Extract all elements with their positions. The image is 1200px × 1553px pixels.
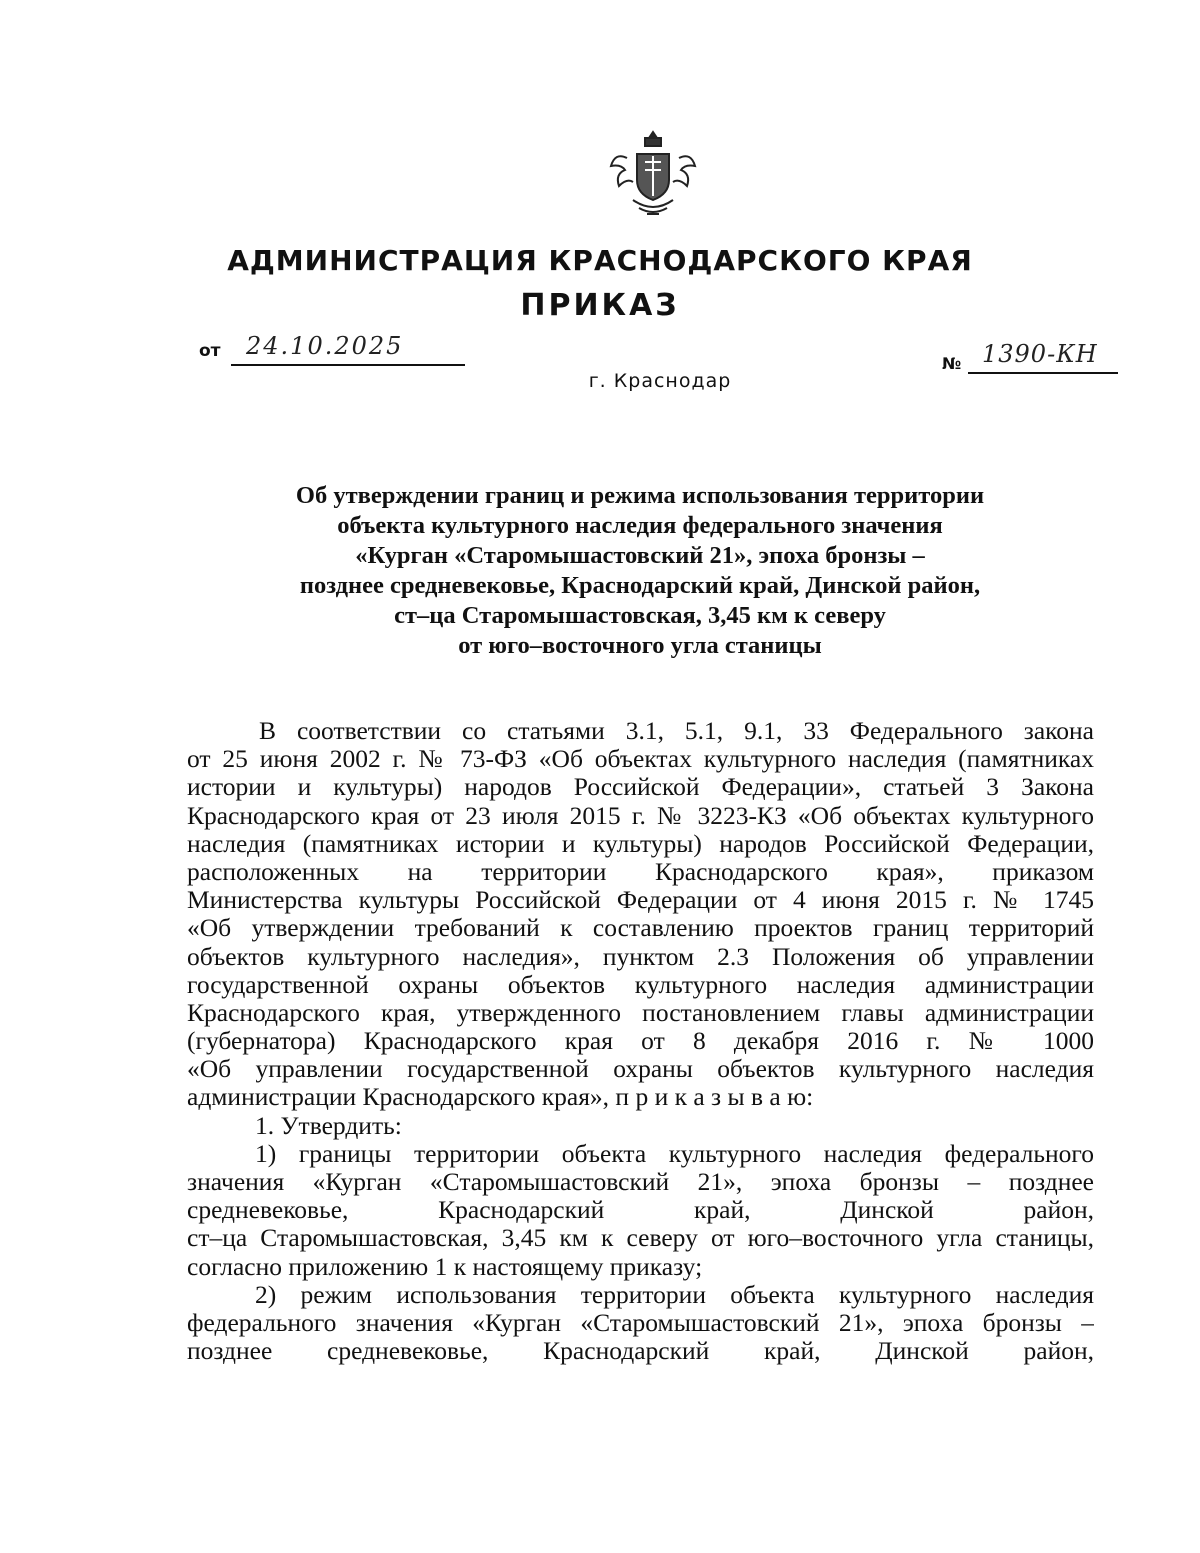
handwritten-date: 24.10.2025 bbox=[246, 332, 404, 360]
heading-line: объекта культурного наследия федерального значения bbox=[337, 512, 943, 539]
body-line: расположенных на территории Краснодарского края», приказом bbox=[187, 857, 1094, 886]
body-line: Министерства культуры Российской Федерации от 4 июня 2015 г. № 1745 bbox=[187, 886, 1094, 915]
body-line: государственной охраны объектов культурного наследия администрации bbox=[187, 970, 1094, 999]
document-heading bbox=[190, 481, 1090, 661]
number-label: № bbox=[942, 354, 962, 373]
body-line: Краснодарского края, утвержденного постановлением главы администрации bbox=[187, 998, 1094, 1027]
body-line: позднее средневековье, Краснодарский край, Динской район, bbox=[187, 1337, 1094, 1366]
body-line: согласно приложению 1 к настоящему приказу; bbox=[187, 1252, 703, 1281]
body-line: Краснодарского края от 23 июля 2015 г. № 3223-КЗ «Об объектах культурного bbox=[187, 801, 1094, 830]
body-line: от 25 июня 2002 г. № 73-ФЗ «Об объектах культурного наследия (памятниках bbox=[187, 745, 1094, 774]
city-label: г. Краснодар bbox=[588, 370, 732, 392]
heading-line: позднее средневековье, Краснодарский край, Динской район, bbox=[299, 572, 981, 599]
body-line: 1) границы территории объекта культурного наследия федерального bbox=[255, 1139, 1094, 1168]
document-body bbox=[187, 717, 1094, 1365]
body-line: 2) режим использования территории объекта культурного наследия bbox=[255, 1280, 1094, 1309]
body-line: администрации Краснодарского края», п р и к а з ы в а ю: bbox=[187, 1083, 814, 1112]
heading-line: «Курган «Старомышастовский 21», эпоха бронзы – bbox=[355, 542, 925, 569]
body-line: истории и культуры) народов Российской Федерации», статьей 3 Закона bbox=[187, 773, 1094, 802]
body-line: средневековье, Краснодарский край, Динской район, bbox=[187, 1196, 1094, 1225]
body-line: значения «Курган «Старомышастовский 21», эпоха бронзы – позднее bbox=[187, 1168, 1094, 1196]
coat-of-arms-icon bbox=[607, 128, 699, 220]
body-line: наследия (памятниках истории и культуры) народов Российской Федерации, bbox=[187, 829, 1094, 858]
date-label: от bbox=[199, 341, 221, 361]
body-line: (губернатора) Краснодарского края от 8 декабря 2016 г. № 1000 bbox=[187, 1027, 1094, 1056]
body-line: ст–ца Старомышастовская, 3,45 км к северу от юго–восточного угла станицы, bbox=[187, 1224, 1094, 1253]
body-line: федерального значения «Курган «Старомышастовский 21», эпоха бронзы – bbox=[187, 1308, 1094, 1337]
body-line: 1. Утвердить: bbox=[255, 1111, 402, 1140]
organization-title: АДМИНИСТРАЦИЯ КРАСНОДАРСКОГО КРАЯ bbox=[227, 244, 973, 277]
body-line: объектов культурного наследия», пунктом 2.3 Положения об управлении bbox=[187, 942, 1094, 971]
heading-line: от юго–восточного угла станицы bbox=[458, 632, 822, 659]
document-type: ПРИКАЗ bbox=[520, 288, 680, 323]
heading-line: Об утверждении границ и режима использования территории bbox=[295, 482, 985, 509]
body-line: В соответствии со статьями 3.1, 5.1, 9.1, 33 Федерального закона bbox=[259, 717, 1094, 745]
body-line: «Об утверждении требований к составлению проектов границ территорий bbox=[187, 914, 1094, 943]
handwritten-number: 1390-КН bbox=[982, 340, 1098, 368]
body-line: «Об управлении государственной охраны объектов культурного наследия bbox=[187, 1055, 1094, 1084]
heading-line: ст–ца Старомышастовская, 3,45 км к северу bbox=[394, 602, 886, 629]
date-underline bbox=[231, 364, 465, 366]
